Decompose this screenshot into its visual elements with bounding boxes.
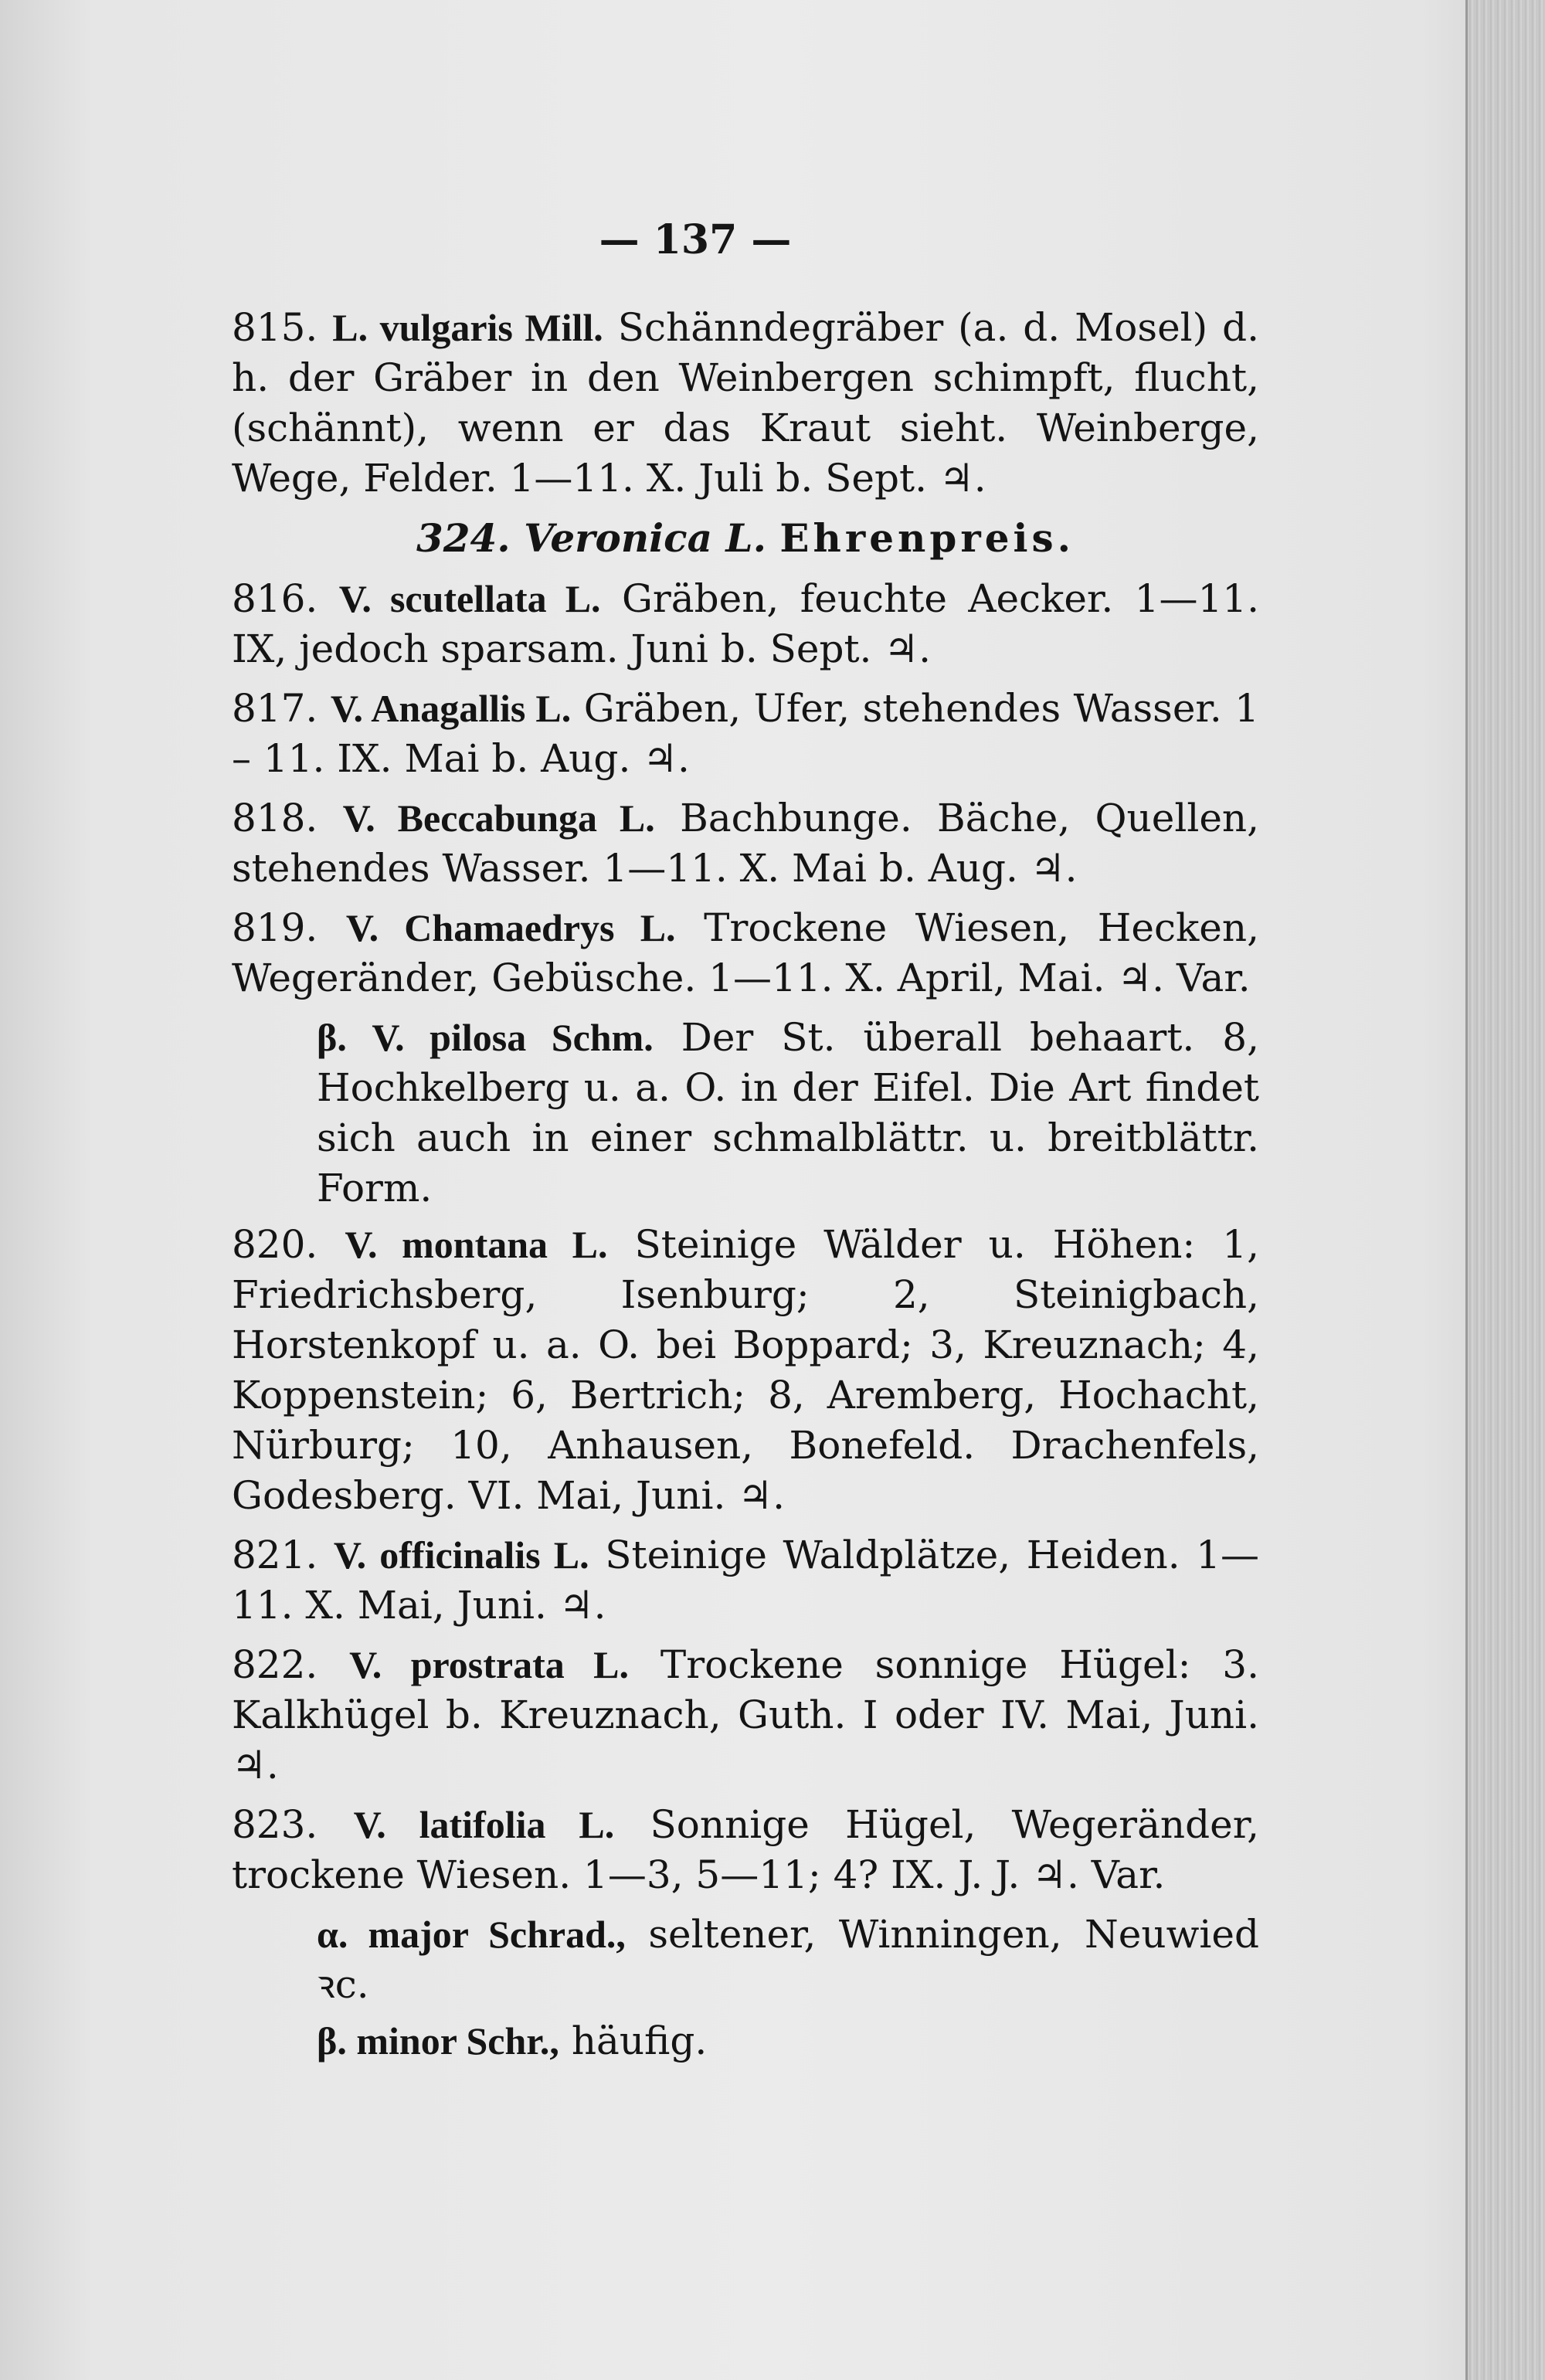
variety-823-alpha [232, 1910, 1259, 2010]
page-text [232, 303, 1259, 2073]
entry-text: Schänndegräber (a. d. Mosel) d. h. der Gräber in den Weinbergen schimpft, flucht, (schännt), wenn er das Kraut sieht. Weinberge, Wege, Felder. 1—11. X. Juli b. Sept. ♃. [232, 305, 1259, 501]
species-name: V. Beccabunga L. [342, 796, 655, 840]
species-name: V. latifolia L. [353, 1803, 615, 1846]
entry-822 [232, 1640, 1259, 1791]
entry-text: Sonnige Hügel, Wegeränder, trockene Wiesen. 1—3, 5—11; 4? IX. J. J. ♃. Var. [232, 1802, 1259, 1897]
variety-819-beta [232, 1013, 1259, 1214]
entry-number: 817. [232, 686, 318, 731]
species-name: V. scutellata L. [338, 577, 601, 620]
entry-819 [232, 903, 1259, 1003]
entry-number: 819. [232, 905, 318, 950]
entry-text: Trockene sonnige Hügel: 3. Kalkhügel b. Kreuznach, Guth. I oder IV. Mai, Juni. ♃. [232, 1642, 1259, 1788]
variety-text: seltener, Winningen, Neuwied ꝛc. [317, 1912, 1259, 2007]
entry-818 [232, 793, 1259, 894]
species-name: V. montana L. [345, 1223, 608, 1266]
entry-number: 821. [232, 1533, 318, 1577]
species-name: V. Chamaedrys L. [345, 906, 676, 949]
entry-number: 820. [232, 1222, 318, 1267]
species-name: L. vulgaris Mill. [332, 306, 603, 349]
genus-heading [232, 513, 1259, 563]
species-name: V. Anagallis L. [330, 687, 572, 730]
species-name: V. prostrata L. [349, 1643, 630, 1686]
variety-label: β. minor Schr., [317, 2019, 559, 2063]
entry-text: Gräben, feuchte Aecker. 1—11. IX, jedoch sparsam. Juni b. Sept. ♃. [232, 576, 1259, 671]
species-name: V. officinalis L. [333, 1533, 589, 1577]
entry-815 [232, 303, 1259, 504]
entry-817 [232, 684, 1259, 784]
entry-number: 815. [232, 305, 318, 350]
entry-number: 822. [232, 1642, 318, 1687]
entry-820 [232, 1220, 1259, 1521]
entry-text: Bachbunge. Bäche, Quellen, stehendes Wasser. 1—11. X. Mai b. Aug. ♃. [232, 796, 1259, 891]
variety-823-beta [232, 2016, 1259, 2066]
entry-816 [232, 574, 1259, 674]
entry-text: Gräben, Ufer, stehendes Wasser. 1 – 11. IX. Mai b. Aug. ♃. [232, 686, 1259, 781]
genus-german: Ehrenpreis. [779, 515, 1075, 561]
entry-number: 818. [232, 796, 318, 840]
genus-label: 324. Veronica L. [416, 515, 766, 561]
entry-text: Steinige Wälder u. Höhen: 1, Friedrichsberg, Isenburg; 2, Steinigbach, Horstenkopf u. a. O. bei Boppard; 3, Kreuznach; 4, Koppenstein; 6, Bertrich; 8, Aremberg, Hochacht, Nürburg; 10, Anhausen, Bonefeld. Drachenfels, Godesberg. VI. Mai, Juni. ♃. [232, 1222, 1259, 1518]
entry-number: 816. [232, 576, 318, 621]
entry-number: 823. [232, 1802, 318, 1847]
variety-text: häufig. [571, 2018, 708, 2063]
entry-821 [232, 1530, 1259, 1631]
entry-text: Steinige Waldplätze, Heiden. 1—11. X. Mai, Juni. ♃. [232, 1533, 1259, 1628]
page-number: — 137 — [599, 216, 792, 263]
variety-label: β. V. pilosa Schm. [317, 1016, 654, 1059]
entry-823 [232, 1800, 1259, 1900]
variety-label: α. major Schrad., [317, 1913, 626, 1956]
entry-text: Trockene Wiesen, Hecken, Wegeränder, Gebüsche. 1—11. X. April, Mai. ♃. Var. [232, 905, 1259, 1000]
page-edge [1465, 0, 1545, 2380]
variety-text: Der St. überall behaart. 8, Hochkelberg u. a. O. in der Eifel. Die Art findet sich auch in einer schmalblättr. u. breitblättr. Form. [317, 1015, 1259, 1210]
